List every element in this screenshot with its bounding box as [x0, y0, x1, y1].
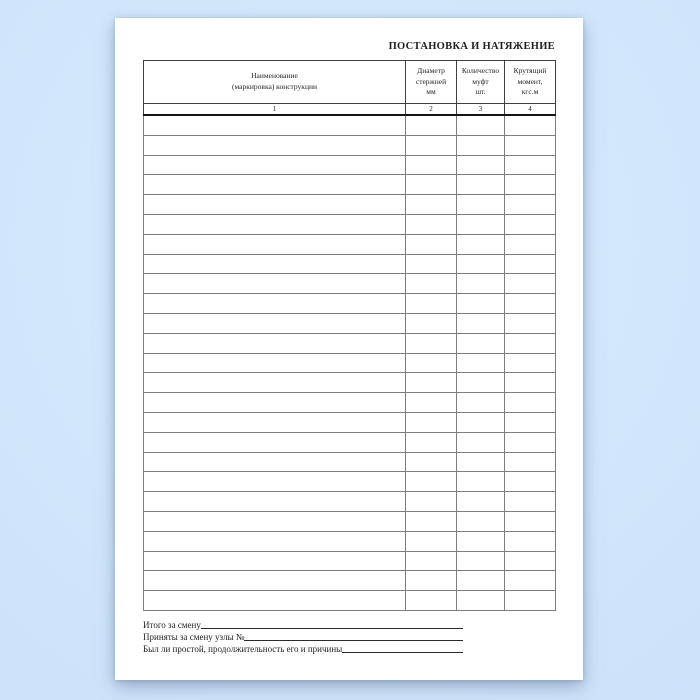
column-number: 4	[505, 104, 556, 116]
header-line: Крутящий	[513, 65, 547, 75]
header-line: кгс.м	[521, 87, 539, 97]
header-line: шт.	[475, 87, 486, 97]
empty-cell	[144, 393, 406, 413]
table-row	[144, 353, 556, 373]
empty-cell	[457, 373, 505, 393]
empty-cell	[457, 195, 505, 215]
empty-cell	[144, 254, 406, 274]
empty-cell	[406, 511, 457, 531]
empty-cell	[505, 571, 556, 591]
empty-cell	[505, 254, 556, 274]
empty-cell	[457, 432, 505, 452]
table-row	[144, 531, 556, 551]
empty-cell	[505, 155, 556, 175]
page-title: ПОСТАНОВКА И НАТЯЖЕНИЕ	[388, 41, 555, 52]
empty-cell	[457, 531, 505, 551]
empty-cell	[406, 294, 457, 314]
header-line: Наименование	[251, 71, 298, 81]
empty-cell	[457, 333, 505, 353]
empty-cell	[457, 551, 505, 571]
table-row	[144, 511, 556, 531]
table-row	[144, 551, 556, 571]
numbering-row	[144, 104, 556, 116]
empty-cell	[144, 175, 406, 195]
empty-cell	[457, 452, 505, 472]
col-header-torque	[505, 61, 556, 104]
empty-cell	[457, 492, 505, 512]
table-row	[144, 373, 556, 393]
empty-cell	[144, 591, 406, 611]
empty-cell	[457, 175, 505, 195]
empty-cell	[406, 214, 457, 234]
empty-cell	[457, 254, 505, 274]
empty-cell	[144, 531, 406, 551]
empty-cell	[406, 571, 457, 591]
table-row	[144, 393, 556, 413]
empty-cell	[505, 214, 556, 234]
empty-cell	[457, 234, 505, 254]
empty-cell	[457, 313, 505, 333]
footer-label: Итого за смену	[143, 620, 201, 630]
empty-cell	[406, 492, 457, 512]
empty-cell	[144, 135, 406, 155]
empty-cell	[144, 313, 406, 333]
empty-cell	[144, 452, 406, 472]
empty-cell	[144, 234, 406, 254]
table-row	[144, 432, 556, 452]
empty-cell	[406, 353, 457, 373]
empty-cell	[457, 135, 505, 155]
empty-cell	[505, 393, 556, 413]
table-row	[144, 452, 556, 472]
empty-cell	[144, 432, 406, 452]
empty-cell	[144, 412, 406, 432]
empty-cell	[144, 333, 406, 353]
empty-cell	[406, 591, 457, 611]
empty-cell	[505, 591, 556, 611]
empty-rows-body	[144, 115, 556, 610]
table-row	[144, 591, 556, 611]
empty-cell	[406, 115, 457, 135]
blank-underline	[244, 639, 463, 641]
table-row	[144, 195, 556, 215]
empty-cell	[505, 274, 556, 294]
empty-cell	[505, 452, 556, 472]
col-header-name	[144, 61, 406, 104]
empty-cell	[144, 294, 406, 314]
col-header-diameter	[406, 61, 457, 104]
table-row	[144, 214, 556, 234]
empty-cell	[144, 214, 406, 234]
table-row	[144, 294, 556, 314]
empty-cell	[457, 472, 505, 492]
table-row	[144, 571, 556, 591]
empty-cell	[505, 234, 556, 254]
empty-cell	[457, 155, 505, 175]
empty-cell	[505, 333, 556, 353]
empty-cell	[457, 412, 505, 432]
header-row	[144, 61, 556, 104]
empty-cell	[144, 353, 406, 373]
empty-cell	[505, 492, 556, 512]
empty-cell	[144, 195, 406, 215]
empty-cell	[406, 393, 457, 413]
empty-cell	[505, 531, 556, 551]
empty-cell	[406, 373, 457, 393]
header-line: мм	[426, 87, 436, 97]
empty-cell	[406, 472, 457, 492]
empty-cell	[144, 115, 406, 135]
empty-cell	[505, 115, 556, 135]
blank-underline	[201, 627, 463, 629]
empty-cell	[406, 234, 457, 254]
empty-cell	[144, 551, 406, 571]
empty-cell	[144, 511, 406, 531]
empty-cell	[457, 294, 505, 314]
footer-line-accepted	[143, 630, 463, 642]
column-number: 2	[406, 104, 457, 116]
header-line: (маркировка) конструкции	[231, 82, 317, 91]
footer-label: Был ли простой, продолжительность его и причины	[143, 644, 343, 654]
empty-cell	[144, 274, 406, 294]
empty-cell	[505, 373, 556, 393]
empty-cell	[457, 115, 505, 135]
footer-line-total	[143, 618, 463, 630]
empty-cell	[406, 531, 457, 551]
empty-cell	[406, 274, 457, 294]
empty-cell	[144, 155, 406, 175]
table-row	[144, 175, 556, 195]
empty-cell	[505, 432, 556, 452]
header-line: Диаметр	[417, 65, 445, 75]
empty-cell	[505, 175, 556, 195]
empty-cell	[457, 571, 505, 591]
empty-cell	[406, 155, 457, 175]
table-row	[144, 333, 556, 353]
table-row	[144, 492, 556, 512]
empty-cell	[457, 214, 505, 234]
empty-cell	[505, 195, 556, 215]
table-row	[144, 274, 556, 294]
blank-underline	[342, 651, 463, 653]
empty-cell	[457, 353, 505, 373]
empty-cell	[505, 412, 556, 432]
empty-cell	[406, 412, 457, 432]
column-number: 1	[144, 104, 406, 116]
col-header-couplings	[457, 61, 505, 104]
table-row	[144, 155, 556, 175]
empty-cell	[457, 274, 505, 294]
empty-cell	[505, 313, 556, 333]
empty-cell	[406, 195, 457, 215]
empty-cell	[505, 472, 556, 492]
header-line: Количество	[461, 65, 500, 75]
empty-cell	[406, 551, 457, 571]
empty-cell	[505, 511, 556, 531]
empty-cell	[144, 571, 406, 591]
column-number: 3	[457, 104, 505, 116]
empty-cell	[144, 492, 406, 512]
empty-cell	[505, 135, 556, 155]
empty-cell	[457, 591, 505, 611]
header-line: муфт	[472, 76, 489, 86]
table-row	[144, 313, 556, 333]
footer-line-downtime	[143, 642, 463, 654]
table-row	[144, 135, 556, 155]
table-row	[144, 254, 556, 274]
table-row	[144, 472, 556, 492]
footer-label: Приняты за смену узлы №	[143, 632, 245, 642]
empty-cell	[144, 373, 406, 393]
empty-cell	[406, 432, 457, 452]
empty-cell	[406, 175, 457, 195]
empty-cell	[406, 333, 457, 353]
form-table	[143, 60, 556, 611]
table-row	[144, 412, 556, 432]
empty-cell	[457, 393, 505, 413]
header-line: момент,	[517, 76, 543, 86]
empty-cell	[505, 353, 556, 373]
table-row	[144, 234, 556, 254]
document-page	[115, 18, 583, 680]
empty-cell	[406, 254, 457, 274]
empty-cell	[505, 294, 556, 314]
empty-cell	[406, 135, 457, 155]
footer-lines	[143, 618, 463, 654]
empty-cell	[144, 472, 406, 492]
empty-cell	[406, 313, 457, 333]
table-row	[144, 115, 556, 135]
empty-cell	[457, 511, 505, 531]
header-line: стержней	[415, 76, 447, 86]
empty-cell	[406, 452, 457, 472]
empty-cell	[505, 551, 556, 571]
